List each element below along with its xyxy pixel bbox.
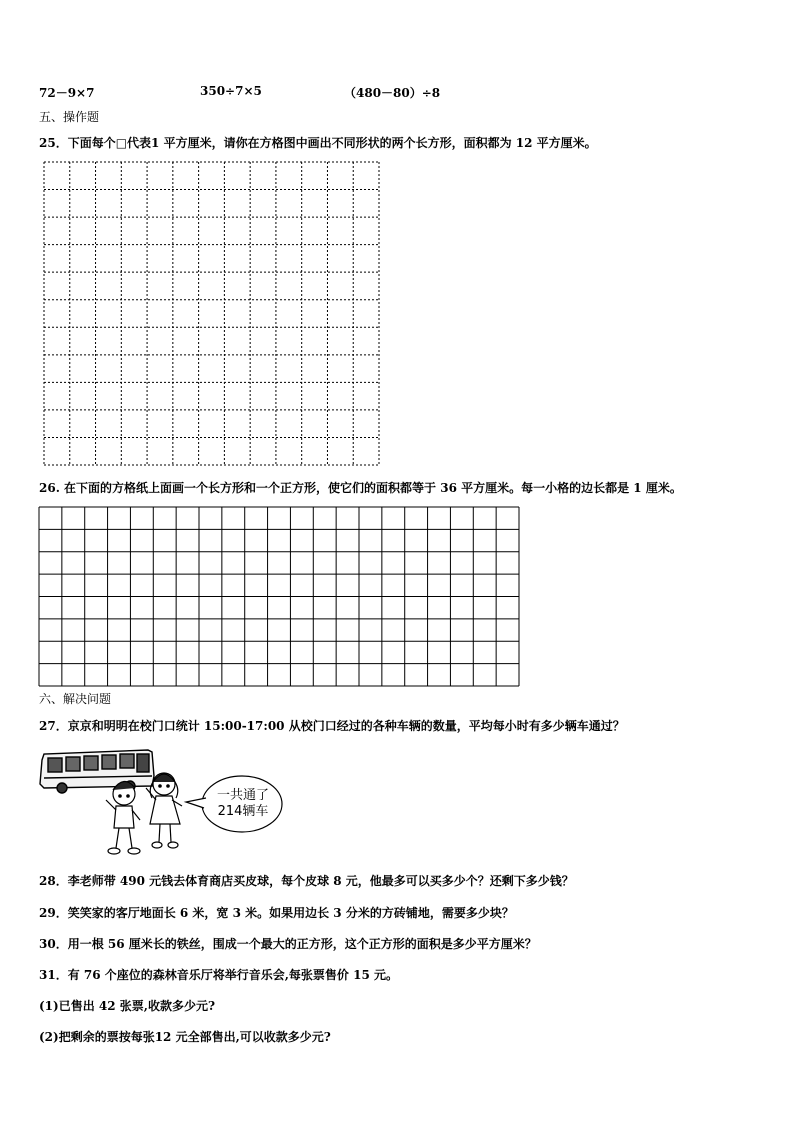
question-28: 28．李老师带 490 元钱去体育商店买皮球，每个皮球 8 元，他最多可以买多少个？还剩下多少钱？ — [39, 874, 574, 888]
question-27: 27．京京和明明在校门口统计 15:00-17:00 从校门口经过的各种车辆的数量，平均每小时有多少辆车通过？ — [39, 719, 625, 733]
boy-figure-icon — [106, 781, 140, 854]
question-26: 26. 在下面的方格纸上面画一个长方形和一个正方形，使它们的面积都等于 36 平方厘米。每一小格的边长都是 1 厘米。 — [39, 481, 682, 495]
expression-3: （480－80）÷8 — [344, 86, 441, 100]
dashed-grid-svg — [43, 161, 380, 466]
question-29: 29．笑笑家的客厅地面长 6 米，宽 3 米。如果用边长 3 分米的方砖铺地，需要多少块？ — [39, 906, 514, 920]
question-31: 31．有 76 个座位的森林音乐厅将举行音乐会,每张票售价 15 元。 — [39, 968, 398, 982]
question-30: 30．用一根 56 厘米长的铁丝，围成一个最大的正方形，这个正方形的面积是多少平方厘米？ — [39, 937, 537, 951]
question-31-part-1: (1)已售出 42 张票,收款多少元? — [39, 999, 215, 1013]
grid-q26 — [38, 506, 520, 687]
q27-illustration — [36, 744, 286, 862]
section-heading-five: 五、操作题 — [39, 110, 100, 124]
question-25: 25．下面每个□代表1 平方厘米，请你在方格图中画出不同形状的两个长方形，面积都为 12 平方厘米。 — [39, 136, 597, 150]
girl-figure-icon — [146, 773, 182, 848]
bus-icon — [40, 750, 154, 793]
expression-1: 72－9×7 — [39, 86, 95, 100]
question-31-part-2: (2)把剩余的票按每张12 元全部售出,可以收款多少元? — [39, 1030, 331, 1044]
expression-2: 350÷7×5 — [200, 84, 262, 98]
speech-bubble-line-2: 214辆车 — [217, 804, 269, 819]
grid-q25 — [43, 161, 380, 466]
speech-bubble-text — [207, 788, 279, 820]
section-heading-six: 六、解决问题 — [39, 692, 112, 706]
speech-bubble-line-1: 一共通了 — [216, 788, 269, 803]
solid-grid-svg — [38, 506, 520, 687]
